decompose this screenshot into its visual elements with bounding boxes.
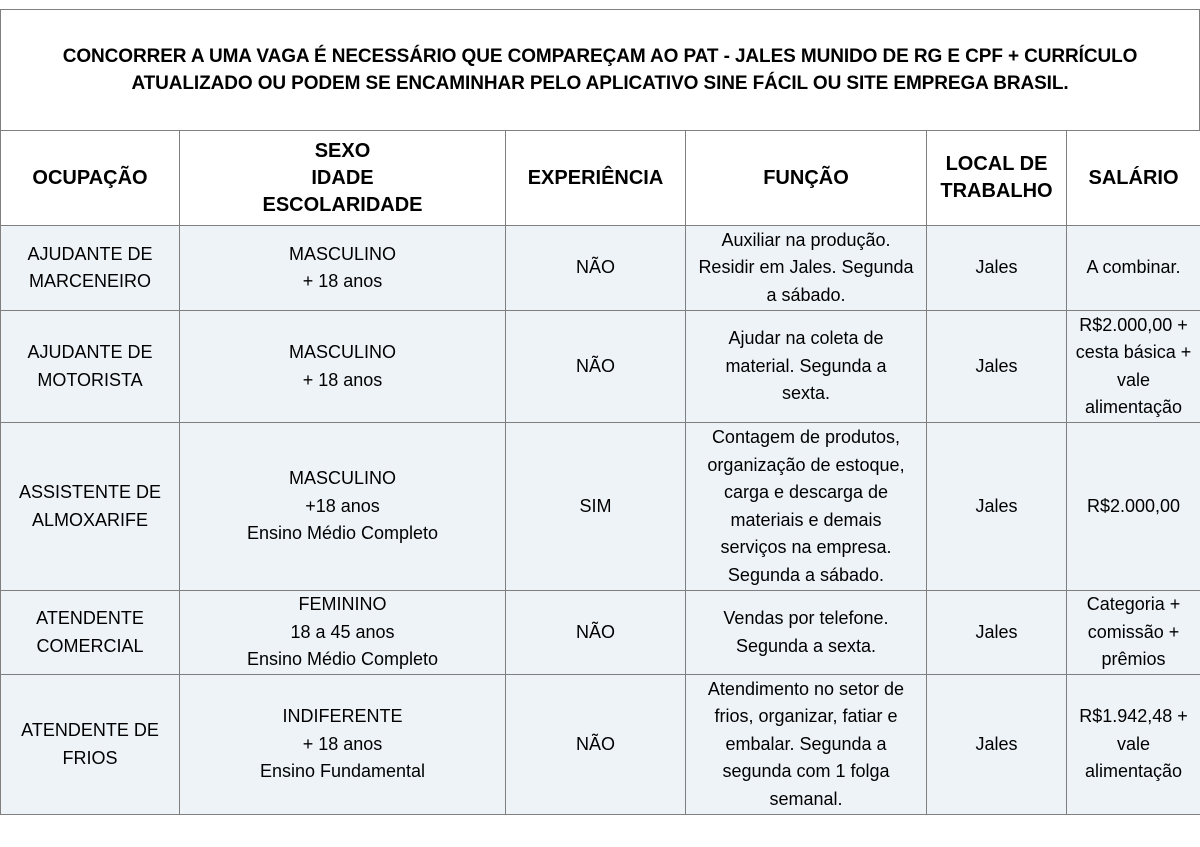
job-table: [0, 130, 1200, 815]
header-local: [927, 131, 1067, 226]
table-row: [1, 311, 1200, 423]
notice-text: CONCORRER A UMA VAGA É NECESSÁRIO QUE COMPAREÇAM AO PAT - JALES MUNIDO DE RG E CPF + CURRÍCULO ATUALIZADO OU PODEM SE ENCAMINHAR PELO APLICATIVO SINE FÁCIL OU SITE EMPREGA BRASIL.: [62, 46, 1138, 94]
cell-salario: Categoria + comissão + prêmios: [1067, 591, 1200, 675]
header-perfil: [180, 131, 506, 226]
job-listing-sheet: [0, 9, 1200, 815]
cell-funcao: Vendas por telefone. Segunda a sexta.: [686, 591, 927, 675]
cell-experiencia: SIM: [506, 423, 686, 591]
cell-local: Jales: [927, 226, 1067, 311]
cell-experiencia: NÃO: [506, 675, 686, 815]
header-funcao: FUNÇÃO: [686, 131, 927, 226]
cell-perfil: INDIFERENTE + 18 anos Ensino Fundamental: [180, 675, 506, 815]
cell-local: Jales: [927, 423, 1067, 591]
cell-perfil: FEMININO 18 a 45 anos Ensino Médio Completo: [180, 591, 506, 675]
cell-salario: A combinar.: [1067, 226, 1200, 311]
header-idade: IDADE: [311, 166, 374, 189]
header-salario: SALÁRIO: [1067, 131, 1200, 226]
cell-ocupacao: AJUDANTE DE MOTORISTA: [1, 311, 180, 423]
header-sexo: SEXO: [314, 139, 371, 162]
cell-funcao: Auxiliar na produção. Residir em Jales. Segunda a sábado.: [686, 226, 927, 311]
cell-ocupacao: ATENDENTE COMERCIAL: [1, 591, 180, 675]
cell-funcao: Atendimento no setor de frios, organizar, fatiar e embalar. Segunda a segunda com 1 folga semanal.: [686, 675, 927, 815]
header-experiencia: EXPERIÊNCIA: [506, 131, 686, 226]
cell-ocupacao: ATENDENTE DE FRIOS: [1, 675, 180, 815]
table-row: [1, 591, 1200, 675]
cell-salario: R$1.942,48 + vale alimentação: [1067, 675, 1200, 815]
cell-ocupacao: ASSISTENTE DE ALMOXARIFE: [1, 423, 180, 591]
cell-experiencia: NÃO: [506, 591, 686, 675]
table-row: [1, 675, 1200, 815]
cell-funcao: Ajudar na coleta de material. Segunda a sexta.: [686, 311, 927, 423]
header-local-line2: TRABALHO: [940, 180, 1053, 202]
cell-salario: R$2.000,00 + cesta básica + vale alimentação: [1067, 311, 1200, 423]
table-row: [1, 226, 1200, 311]
cell-local: Jales: [927, 591, 1067, 675]
header-row: [1, 131, 1200, 226]
notice-banner: [0, 9, 1200, 130]
cell-perfil: MASCULINO + 18 anos: [180, 226, 506, 311]
header-ocupacao: OCUPAÇÃO: [1, 131, 180, 226]
cell-ocupacao: AJUDANTE DE MARCENEIRO: [1, 226, 180, 311]
header-local-line1: LOCAL DE: [945, 153, 1048, 175]
cell-experiencia: NÃO: [506, 226, 686, 311]
table-row: [1, 423, 1200, 591]
cell-perfil: MASCULINO + 18 anos: [180, 311, 506, 423]
header-escolaridade: ESCOLARIDADE: [262, 193, 423, 216]
cell-local: Jales: [927, 311, 1067, 423]
cell-funcao: Contagem de produtos, organização de estoque, carga e descarga de materiais e demais serviços na empresa. Segunda a sábado.: [686, 423, 927, 591]
cell-salario: R$2.000,00: [1067, 423, 1200, 591]
cell-perfil: MASCULINO +18 anos Ensino Médio Completo: [180, 423, 506, 591]
cell-local: Jales: [927, 675, 1067, 815]
cell-experiencia: NÃO: [506, 311, 686, 423]
